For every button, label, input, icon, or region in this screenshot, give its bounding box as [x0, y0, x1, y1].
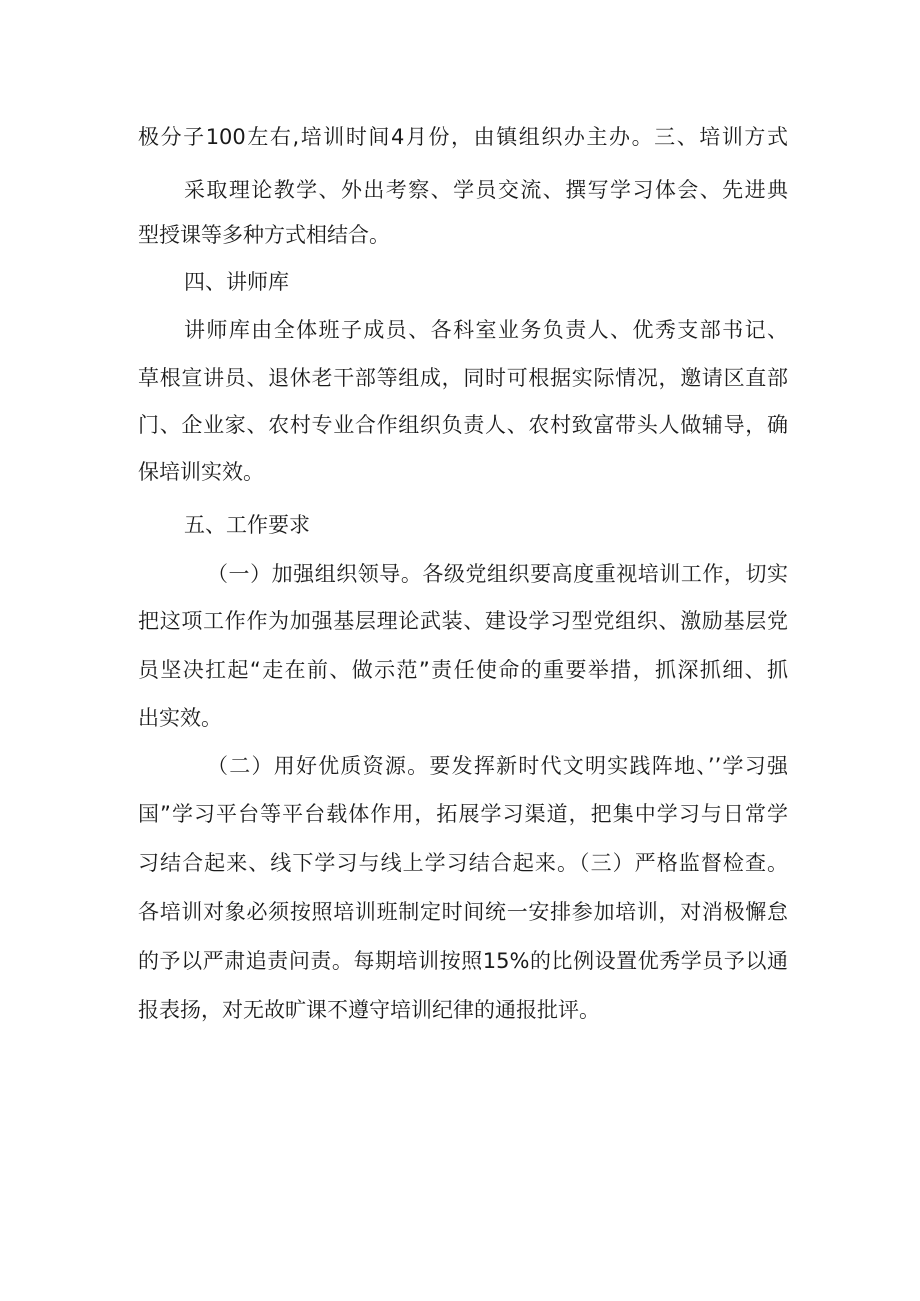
paragraph-line: 保培训实效。 [138, 460, 264, 484]
paragraph-line: 采取理论教学、外出考察、学员交流、撰写学习体会、先进典 [184, 178, 788, 202]
paragraph-line: 报表扬，对无故旷课不遵守培训纪律的通报批评。 [138, 998, 600, 1022]
paragraph-line: 草根宣讲员、退休老干部等组成，同时可根据实际情况，邀请区直部 [138, 366, 788, 390]
paragraph-line: （一）加强组织领导。各级党组织要高度重视培训工作，切实 [207, 562, 788, 586]
paragraph-line: 国”学习平台等平台载体作用，拓展学习渠道，把集中学习与日常学 [138, 802, 788, 826]
paragraph-line: 极分子100左右,培训时间4月份，由镇组织办主办。三、培训方式 [138, 125, 788, 149]
paragraph-line: 的予以严肃追责问责。每期培训按照15%的比例设置优秀学员予以通 [138, 949, 788, 973]
paragraph-line: 把这项工作作为加强基层理论武装、建设学习型党组织、激励基层党 [138, 609, 788, 633]
section-heading: 四、讲师库 [184, 270, 289, 294]
section-heading: 五、工作要求 [184, 513, 310, 537]
paragraph-line: （二）用好优质资源。要发挥新时代文明实践阵地、’’学习强 [207, 754, 788, 778]
paragraph-line: 习结合起来、线下学习与线上学习结合起来。（三）严格监督检查。 [138, 851, 788, 875]
paragraph-line: 门、企业家、农村专业合作组织负责人、农村致富带头人做辅导，确 [138, 413, 788, 437]
paragraph-line: 出实效。 [138, 706, 222, 730]
paragraph-line: 型授课等多种方式相结合。 [138, 223, 390, 247]
paragraph-line: 员坚决扛起“走在前、做示范”责任使命的重要举措，抓深抓细、抓 [138, 658, 788, 682]
paragraph-line: 讲师库由全体班子成员、各科室业务负责人、优秀支部书记、 [184, 318, 788, 342]
paragraph-line: 各培训对象必须按照培训班制定时间统一安排参加培训，对消极懈怠 [138, 900, 788, 924]
